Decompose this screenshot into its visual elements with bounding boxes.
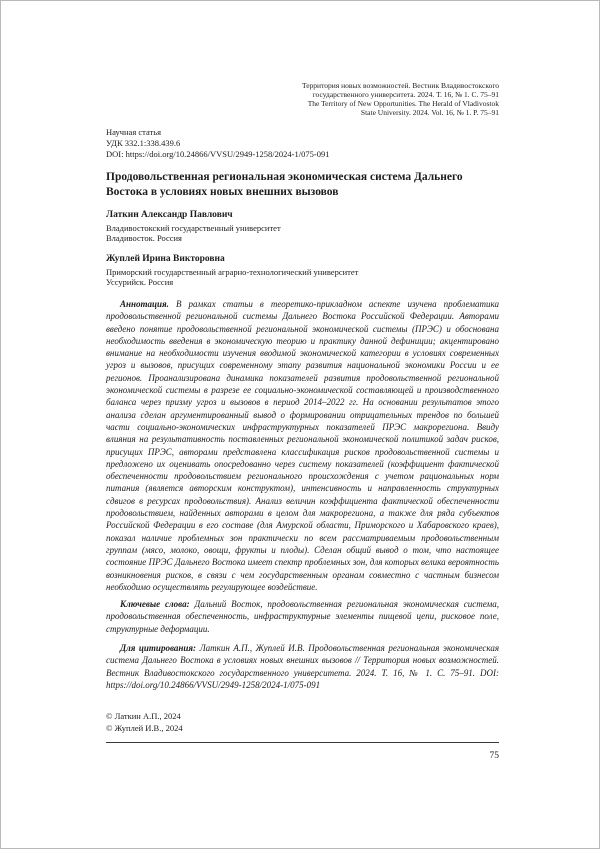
article-type: Научная статья <box>106 127 162 137</box>
keywords-label: Ключевые слова: <box>120 599 190 610</box>
copyright-line: © Латкин А.П., 2024 <box>106 711 181 722</box>
copyright-line: © Жуплей И.В., 2024 <box>106 722 183 733</box>
author-name: Жуплей Ирина Викторовна <box>106 254 225 264</box>
page-content <box>106 81 499 761</box>
copyright-block <box>106 711 499 734</box>
author-location: Владивосток. Россия <box>106 233 182 243</box>
page-number: 75 <box>489 751 499 762</box>
abstract-paragraph <box>106 298 499 593</box>
keywords-text: Дальний Восток, продовольственная региональная экономическая система, продовольственная обеспеченность, инфраструктурные элементы пищевой цепи, рисковое поле, структурные деформации. <box>106 599 500 634</box>
journal-header: Территория новых возможностей. Вестник Владивостокского государственного университета. 2024. Т. 16, № 1. С. 75–91 The Territory of New Opportunities. The Herald of Vladivostok State University. 2024. Vol. 16, № 1. P. 75–91 <box>301 81 499 117</box>
author-affiliation: Приморский государственный аграрно-технологический университет <box>106 267 359 277</box>
abstract-text: В рамках статьи в теоретико-прикладном аспекте изучена проблематика продовольственной региональной системы Дальнего Востока Российской Федерации. Авторами введено понятие продовольственной региональной экономической системы (ПРЭС) и обоснована необходимость введения в экономическую теорию и практику данной дефиниции; акцентировано внимание на необходимости изучения вводимой экономической категории в условиях современных угроз и вызовов, присущих современному этапу развития национальной экономики России и ее регионов. Проанализирована динамика показателей развития продовольственной региональной экономической системы в разрезе ее социально-экономической составляющей и производственного баланса через призму угроз и вызовов в период 2014–2022 гг. На основании результатов этого анализа сделан аргументированный вывод о формировании отрицательных трендов по большей части социально-экономических инфраструктурных показателей ПРЭС макрорегиона. Ввиду влияния на результативность поставленных региональной экономической политикой задач рисков, присущих ПРЭС, авторами представлена классификация рисков продовольственной системы и предложено их оценивать опосредованно через систему показателей (коэффициент фактической обеспеченности продовольствием регионального происхождения с учетом рациональных норм питания (является авторским конструктом), интенсивность и направленность структурных сдвигов в ресурсах продовольствия). Анализ величин коэффициента фактической обеспеченности продовольствием, найденных авторами в целом для макрорегиона, а также для ряда субъектов Российской Федерации в его составе (для Амурской области, Приморского и Хабаровского краев), показал наличие проблемных зон практически по всем рассматриваемым продовольственным группам (мясо, молоко, овощи, фрукты и плоды). Сделан общий вывод о том, что настоящее состояние ПРЭС Дальнего Востока имеет спектр проблемных зон, для которых велика вероятность возникновения рисков, в связи с чем государственным органам совместно с частным бизнесом необходимо осуществлять регулирующее воздействие. <box>106 299 500 592</box>
article-title: Продовольственная региональная экономическая система Дальнего Востока в условиях новых внешних вызовов <box>106 171 463 198</box>
author-block <box>106 209 499 243</box>
article-meta <box>106 127 499 160</box>
doi-line: DOI: https://doi.org/10.24866/VVSU/2949-1258/2024-1/075-091 <box>106 149 330 159</box>
citation-text: Латкин А.П., Жуплей И.В. Продовольственная региональная экономическая система Дальнего Востока в условиях новых внешних вызовов // Территория новых возможностей. Вестник Владивостокского государственного университета. 2024. Т. 16, № 1. С. 75–91. DOI: https://doi.org/10.24866/VVSU/2949-1258/2024-1/075-091 <box>106 643 500 690</box>
author-block <box>106 253 499 287</box>
udc-number: УДК 332.1:338.439.6 <box>106 138 181 148</box>
footer-divider <box>106 742 499 743</box>
author-name: Латкин Александр Павлович <box>106 210 233 220</box>
abstract-label: Аннотация. <box>120 299 169 309</box>
author-location: Уссурийск. Россия <box>106 277 174 287</box>
author-affiliation: Владивостокский государственный университет <box>106 223 281 233</box>
keywords-paragraph <box>106 598 499 635</box>
citation-paragraph <box>106 642 499 691</box>
citation-label: Для цитирования: <box>120 643 197 654</box>
